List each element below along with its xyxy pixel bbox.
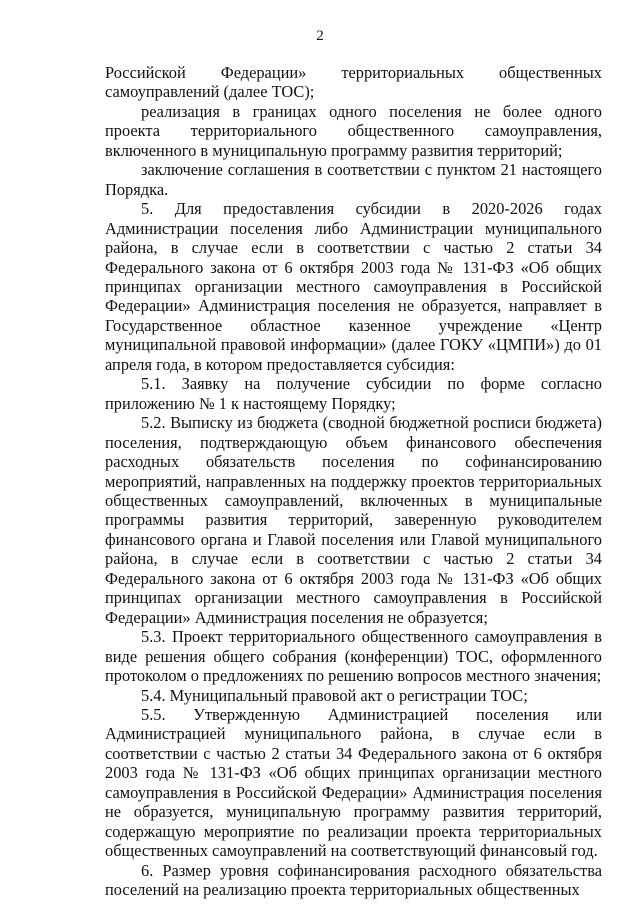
paragraph-condition-agreement: заключение соглашения в соответствии с пунктом 21 настоящего Порядка. <box>105 160 602 199</box>
paragraph-clause-5-5: 5.5. Утвержденную Администрацией поселения или Администрацией муниципального района, в случае если в соответствии с частью 2 статьи 34 Федерального закона от 6 октября 2003 года № 131-ФЗ «Об общих принципах организации местного самоуправления в Российской Федерации» Администрация поселения не образуется, муниципальную программу развития территорий, содержащую мероприятие по реализации проекта территориальных общественных самоуправлений на соответствующий финансовый год. <box>105 704 602 861</box>
page-number: 2 <box>316 28 324 44</box>
paragraph-clause-5-4: 5.4. Муниципальный правовой акт о регистрации ТОС; <box>141 685 528 705</box>
paragraph-clause-6: 6. Размер уровня софинансирования расходного обязательства поселений на реализацию проекта территориальных общественных <box>105 860 602 900</box>
paragraph-condition-single-project: реализация в границах одного поселения не более одного проекта территориального общественного самоуправления, включенного в муниципальную программу развития территорий; <box>105 101 602 160</box>
paragraph-clause-5-3: 5.3. Проект территориального общественного самоуправления в виде решения общего собрания (конференции) ТОС, оформленного протоколом о предложениях по решению вопросов местного значения; <box>105 627 602 686</box>
paragraph-clause-5: 5. Для предоставления субсидии в 2020-2026 годах Администрации поселения либо Администрации муниципального района, в случае если в соответствии с частью 2 статьи 34 Федерального закона от 6 октября 2003 года № 131-ФЗ «Об общих принципах организации местного самоуправления в Российской Федерации» Администрация поселения не образуется, направляет в Государственное областное казенное учреждение «Центр муниципальной правовой информации» (далее ГОКУ «ЦМПИ») до 01 апреля года, в котором предоставляется субсидия: <box>105 199 602 374</box>
paragraph-continuation: Российской Федерации» территориальных общественных самоуправлений (далее ТОС); <box>105 63 602 102</box>
document-body <box>105 63 602 899</box>
paragraph-clause-5-2: 5.2. Выписку из бюджета (сводной бюджетной росписи бюджета) поселения, подтверждающую объем финансового обеспечения расходных обязательств поселения по софинансированию мероприятий, направленных на поддержку проектов территориальных общественных самоуправлений, включенных в муниципальные программы развития территорий, заверенную руководителем финансового органа и Главой поселения или Главой муниципального района, в случае если в соответствии с частью 2 статьи 34 Федерального закона от 6 октября 2003 года № 131-ФЗ «Об общих принципах организации местного самоуправления в Российской Федерации» Администрация поселения не образуется; <box>105 413 602 627</box>
paragraph-clause-5-1: 5.1. Заявку на получение субсидии по форме согласно приложению № 1 к настоящему Порядку; <box>105 374 602 413</box>
